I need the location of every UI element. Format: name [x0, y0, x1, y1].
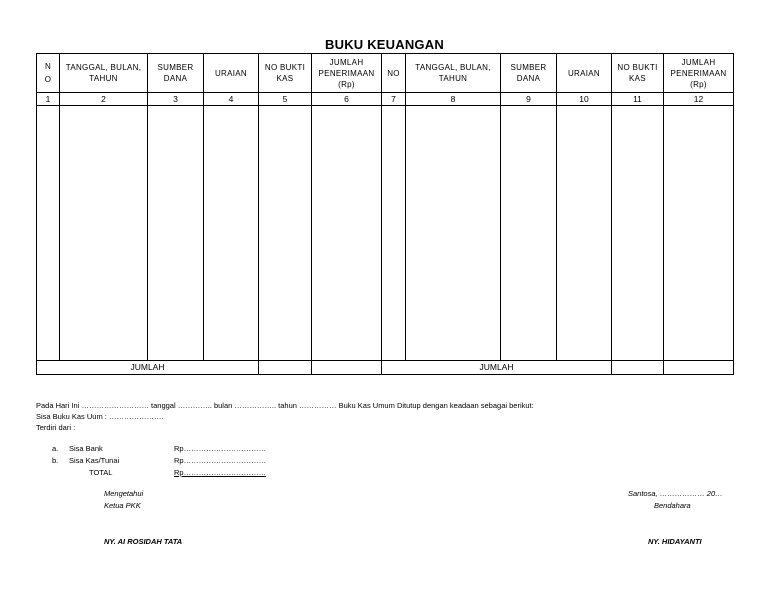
col-num: 11 — [612, 93, 664, 106]
left-signer-role: Ketua PKK — [104, 501, 141, 510]
acknowledged-caption: Mengetahui — [104, 489, 144, 498]
total-amount-right[interactable] — [664, 361, 734, 375]
place-date: Santosa, ……………… 20… — [628, 489, 723, 498]
header-fund-source: SUMBER DANA — [148, 54, 204, 93]
header-date-2: TANGGAL, BULAN, TAHUN — [406, 54, 501, 93]
header-receipt-no-2: NO BUKTI KAS — [612, 54, 664, 93]
header-description: URAIAN — [204, 54, 259, 93]
col-num: 7 — [382, 93, 406, 106]
right-signer-name: NY. HIDAYANTI — [648, 537, 702, 546]
header-receipt-no: NO BUKTI KAS — [259, 54, 312, 93]
entry-cell[interactable] — [312, 106, 382, 361]
col-num: 1 — [37, 93, 60, 106]
total-amount-left[interactable] — [312, 361, 382, 375]
total-amount: Rp…………………………… — [174, 468, 267, 477]
header-no: N O — [37, 54, 60, 93]
header-description-2: URAIAN — [557, 54, 612, 93]
right-signer-role: Bendahara — [654, 501, 691, 510]
cash-balance-line: Sisa Buku Kas Uum : …………………. — [36, 412, 164, 421]
col-num: 4 — [204, 93, 259, 106]
header-no-2: NO — [382, 54, 406, 93]
col-num: 10 — [557, 93, 612, 106]
entry-cell[interactable] — [37, 106, 60, 361]
item-index: a. — [52, 444, 59, 453]
total-label-left: JUMLAH — [37, 361, 259, 375]
item-amount: Rp…………………………… — [174, 456, 267, 465]
entry-area — [37, 106, 734, 361]
consists-of-label: Terdiri dari : — [36, 423, 76, 432]
closing-notes — [36, 400, 534, 433]
total-row — [37, 361, 734, 375]
header-fund-source-2: SUMBER DANA — [501, 54, 557, 93]
entry-cell[interactable] — [259, 106, 312, 361]
total-label-right: JUMLAH — [382, 361, 612, 375]
col-num: 3 — [148, 93, 204, 106]
header-amount-2: JUMLAH PENERIMAAN (Rp) — [664, 54, 734, 93]
entry-cell[interactable] — [557, 106, 612, 361]
col-num: 9 — [501, 93, 557, 106]
col-num: 5 — [259, 93, 312, 106]
col-num: 12 — [664, 93, 734, 106]
item-label: Sisa Bank — [69, 444, 103, 453]
left-signer-name: NY. AI ROSIDAH TATA — [104, 537, 183, 546]
col-num: 6 — [312, 93, 382, 106]
entry-cell[interactable] — [382, 106, 406, 361]
col-num: 8 — [406, 93, 501, 106]
entry-cell[interactable] — [612, 106, 664, 361]
entry-cell[interactable] — [148, 106, 204, 361]
item-amount: Rp…………………………… — [174, 444, 267, 453]
entry-cell[interactable] — [204, 106, 259, 361]
document-title: BUKU KEUANGAN — [325, 37, 444, 52]
column-number-row — [37, 93, 734, 106]
closing-statement: Pada Hari Ini ……………………… tanggal ………….. bulan …………….. tahun …………… Buku Kas Umum Ditutup dengan keadaan sebagai berikut: — [36, 401, 534, 410]
entry-cell[interactable] — [664, 106, 734, 361]
item-index: b. — [52, 456, 59, 465]
header-amount: JUMLAH PENERIMAAN (Rp) — [312, 54, 382, 93]
total-label: TOTAL — [89, 468, 113, 477]
total-cell-empty — [259, 361, 312, 375]
total-cell-empty — [612, 361, 664, 375]
entry-cell[interactable] — [406, 106, 501, 361]
header-date: TANGGAL, BULAN, TAHUN — [60, 54, 148, 93]
ledger-table — [36, 53, 734, 375]
entry-cell[interactable] — [501, 106, 557, 361]
entry-cell[interactable] — [60, 106, 148, 361]
item-label: Sisa Kas/Tunai — [69, 456, 120, 465]
col-num: 2 — [60, 93, 148, 106]
header-row — [37, 54, 734, 93]
